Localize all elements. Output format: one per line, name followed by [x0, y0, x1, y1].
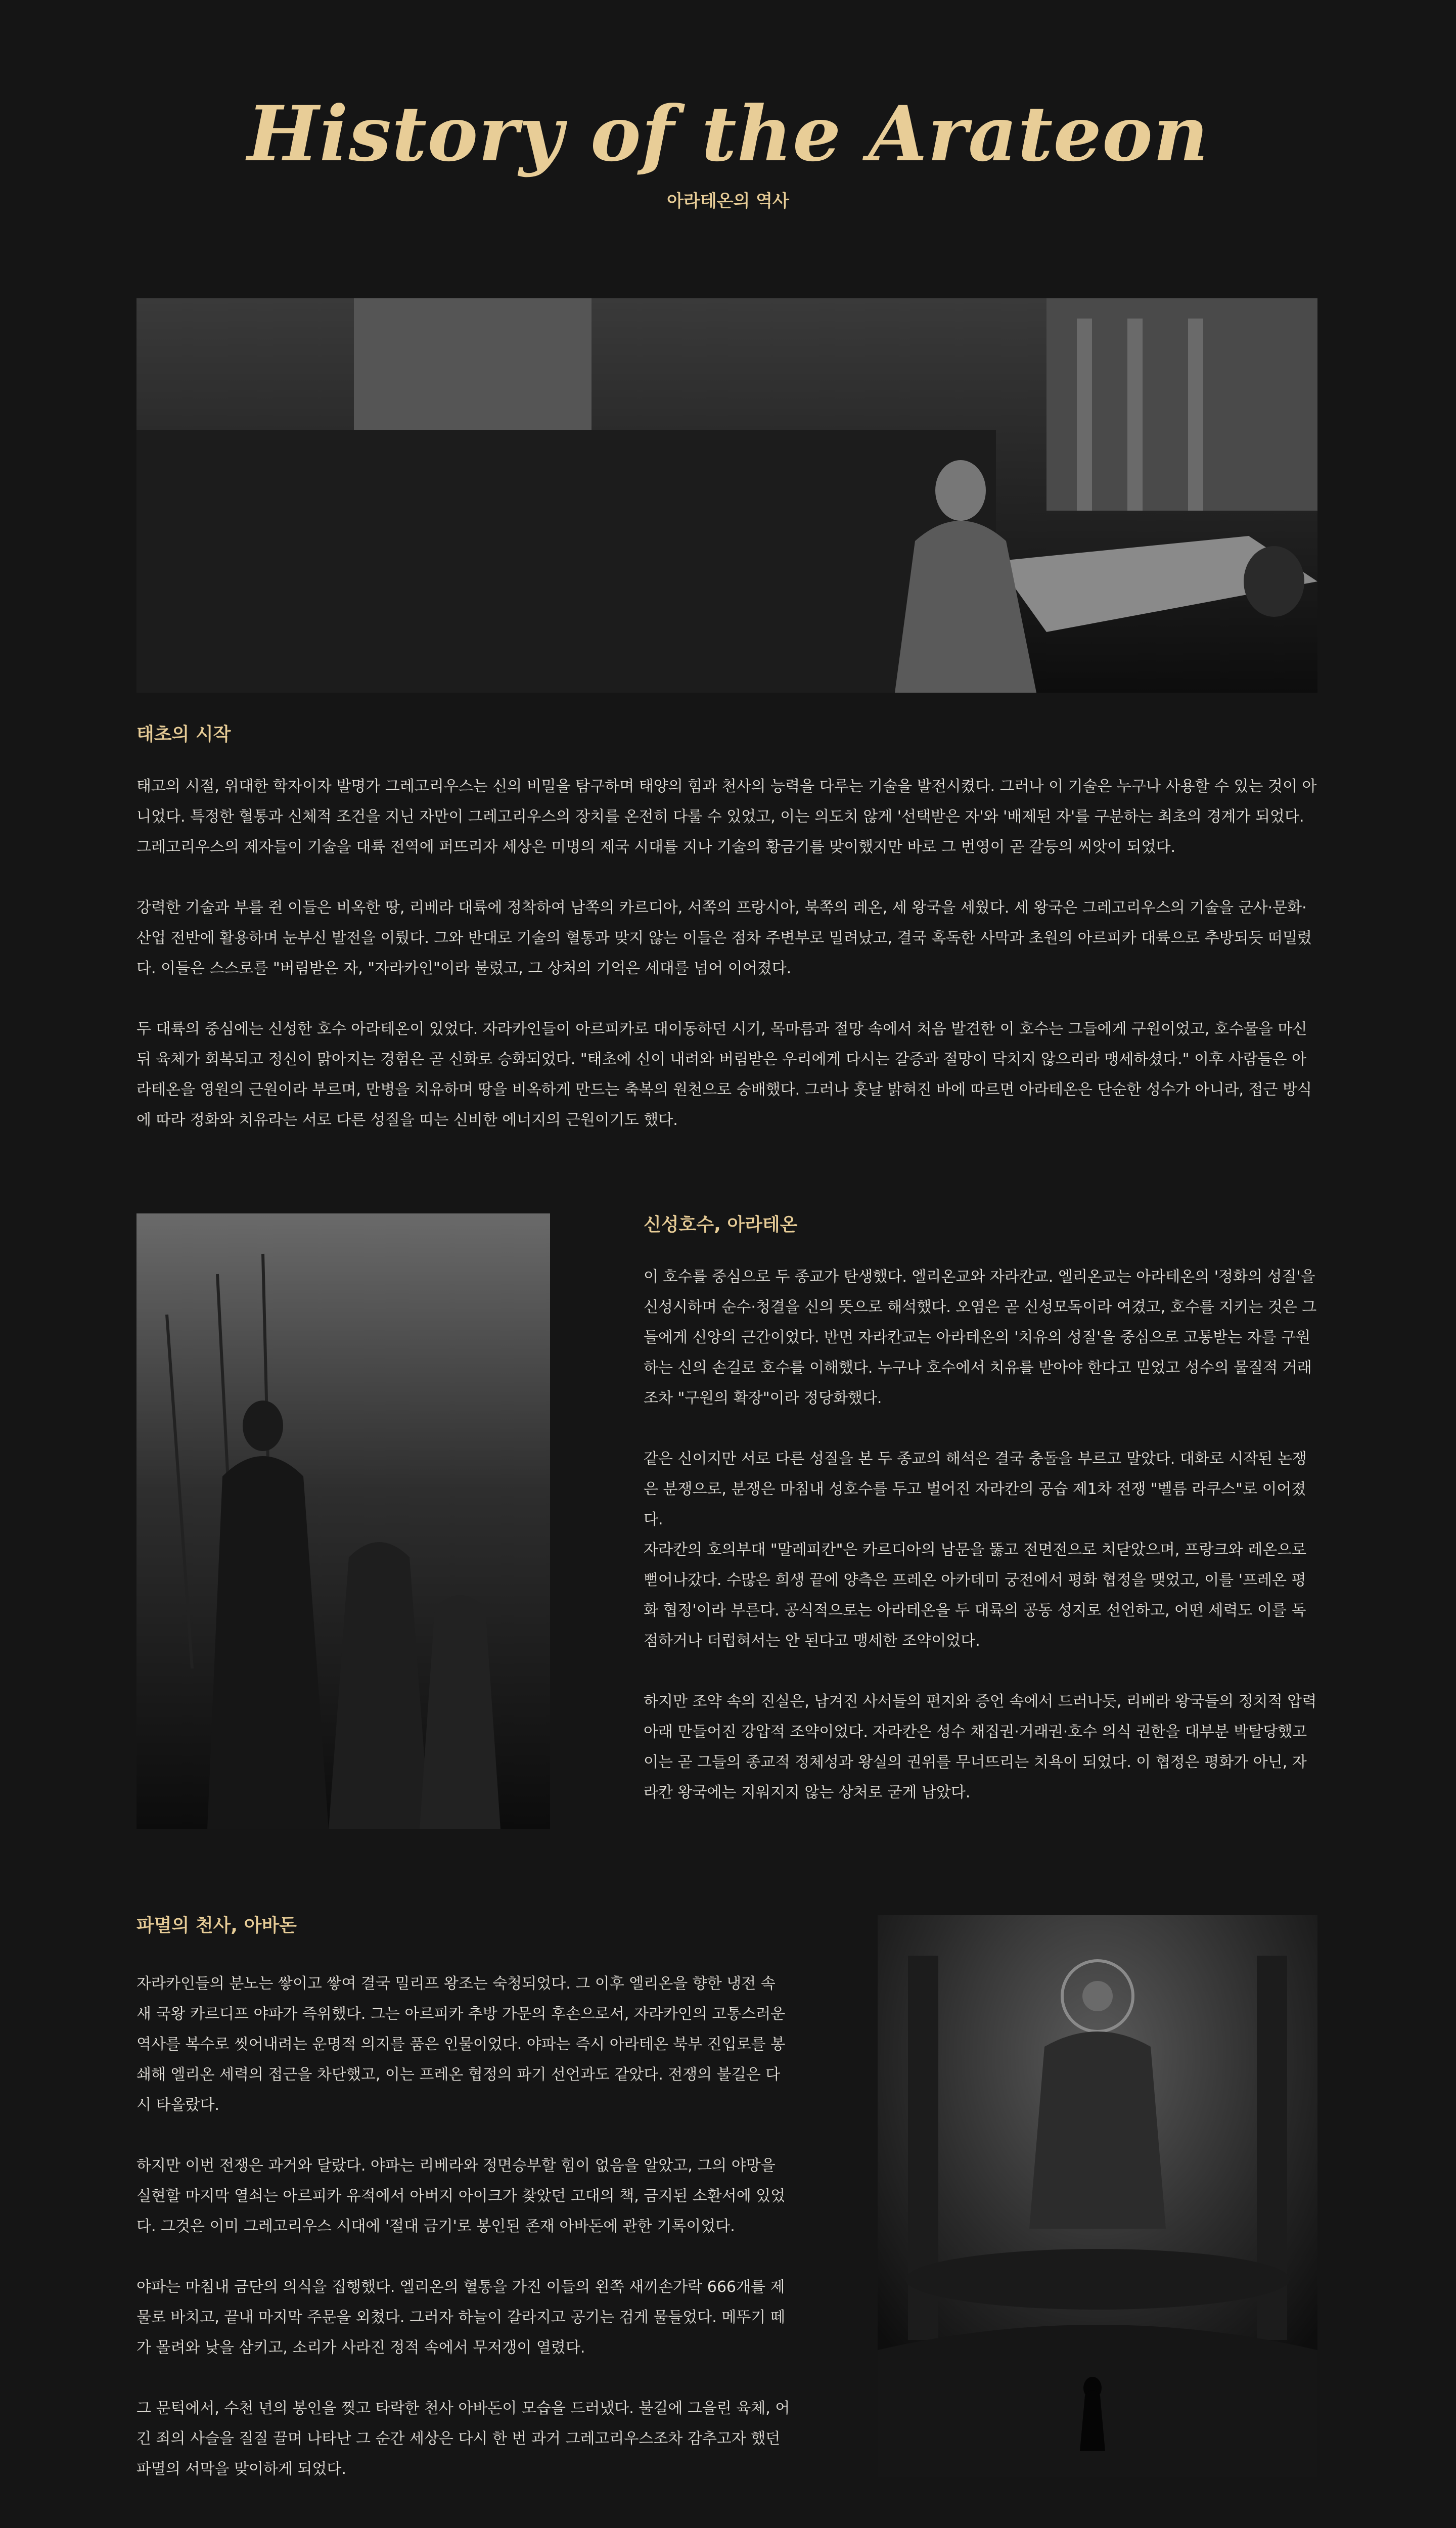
page-subtitle: 아라테온의 역사	[667, 191, 789, 211]
paragraph: 그 문턱에서, 수천 년의 봉인을 찢고 타락한 천사 아바돈이 모습을 드러냈다. 불길에 그을린 육체, 어긴 죄의 사슬을 질질 끌며 나타난 그 순간 세상은 다시 한 번 과거 그레고리우스조차 감추고자 했던 파멸의 서막을 맞이하게 되었다.	[136, 2400, 790, 2478]
abaddon-image	[878, 1915, 1317, 2477]
knights-image	[136, 1213, 550, 1829]
paragraph: 두 대륙의 중심에는 신성한 호수 아라테온이 있었다. 자라카인들이 아르피카로 대이동하던 시기, 목마름과 절망 속에서 처음 발견한 이 호수는 그들에게 구원이었고, 호수물을 마신 뒤 육체가 회복되고 정신이 맑아지는 경험은 곧 신화로 승화되었다. "태초에 신이 내려와 버림받은 우리에게 다시는 갈증과 절망이 닥치지 않으리라 맹세하셨다." 이후 사람들은 아라테온을 영원의 근원이라 부르며, 만병을 치유하며 땅을 비옥하게 만드는 축복의 원천으로 숭배했다. 그러나 훗날 밝혀진 바에 따르면 아라테온은 단순한 성수가 아니라, 접근 방식에 따라 정화와 치유라는 서로 다른 성질을 띠는 신비한 에너지의 근원이기도 했다.	[136, 1020, 1312, 1129]
paragraph: 이 호수를 중심으로 두 종교가 탄생했다. 엘리온교와 자라칸교. 엘리온교는 아라테온의 '정화의 성질'을 신성시하며 순수·청결을 신의 뜻으로 해석했다. 오염은 곧 신성모독이라 여겼고, 호수를 지키는 것은 그들에게 신앙의 근간이었다. 반면 자라칸교는 아라테온의 '치유의 성질'을 중심으로 고통받는 자를 구원하는 신의 손길로 호수를 이해했다. 누구나 호수에서 치유를 받아야 한다고 믿었고 성수의 물질적 거래조차 "구원의 확장"이라 정당화했다.	[644, 1268, 1317, 1407]
paragraph: 같은 신이지만 서로 다른 성질을 본 두 종교의 해석은 결국 충돌을 부르고 말았다. 대화로 시작된 논쟁은 분쟁으로, 분쟁은 마침내 성호수를 두고 벌어진 자라칸의 공습 제1차 전쟁 "벨름 라쿠스"로 이어졌다.	[644, 1450, 1307, 1528]
section-heading: 태초의 시작	[136, 724, 231, 745]
section-heading: 신성호수, 아라테온	[644, 1214, 798, 1235]
paragraph: 강력한 기술과 부를 쥔 이들은 비옥한 땅, 리베라 대륙에 정착하여 남쪽의 카르디아, 서쪽의 프랑시아, 북쪽의 레온, 세 왕국을 세웠다. 세 왕국은 그레고리우스의 기술을 군사·문화·산업 전반에 활용하며 눈부신 발전을 이뤘다. 그와 반대로 기술의 혈통과 맞지 않는 이들은 점차 주변부로 밀려났고, 결국 혹독한 사막과 초원의 아르피카 대륙으로 추방되듯 떠밀렸다. 이들은 스스로를 "버림받은 자, "자라카인"이라 불렀고, 그 상처의 기억은 세대를 넘어 이어졌다.	[136, 899, 1312, 977]
page-title: History of the Arateon	[247, 89, 1209, 178]
section-heading: 파멸의 천사, 아바돈	[136, 1915, 297, 1936]
paragraph: 자라칸의 호의부대 "말레피칸"은 카르디아의 남문을 뚫고 전면전으로 치닫았으며, 프랑크와 레온으로 뻗어나갔다. 수많은 희생 끝에 양측은 프레온 아카데미 궁전에서 평화 협정을 맺었고, 이를 '프레온 평화 협정'이라 부른다. 공식적으로는 아라테온을 두 대륙의 공동 성지로 선언하고, 어떤 세력도 이를 독점하거나 더럽혀서는 안 된다고 맹세한 조약이었다.	[644, 1541, 1307, 1650]
paragraph: 하지만 이번 전쟁은 과거와 달랐다. 야파는 리베라와 정면승부할 힘이 없음을 알았고, 그의 야망을 실현할 마지막 열쇠는 아르피카 유적에서 아버지 아이크가 찾았던 고대의 책, 금지된 소환서에 있었다. 그것은 이미 그레고리우스 시대에 '절대 금기'로 봉인된 존재 아바돈에 관한 기록이었다.	[136, 2157, 786, 2235]
ritual-crowd-illustration	[136, 298, 1317, 693]
paragraph: 야파는 마침내 금단의 의식을 집행했다. 엘리온의 혈통을 가진 이들의 왼쪽 새끼손가락 666개를 제물로 바치고, 끝내 마지막 주문을 외쳤다. 그러자 하늘이 갈라지고 공기는 검게 물들었다. 메뚜기 떼가 몰려와 낮을 삼키고, 소리가 사라진 정적 속에서 무저갱이 열렸다.	[136, 2278, 785, 2357]
paragraph: 태고의 시절, 위대한 학자이자 발명가 그레고리우스는 신의 비밀을 탐구하며 태양의 힘과 천사의 능력을 다루는 기술을 발전시켰다. 그러나 이 기술은 누구나 사용할 수 있는 것이 아니었다. 특정한 혈통과 신체적 조건을 지닌 자만이 그레고리우스의 장치를 온전히 다룰 수 있었고, 이는 의도치 않게 '선택받은 자'와 '배제된 자'를 구분하는 최초의 경계가 되었다. 그레고리우스의 제자들이 기술을 대륙 전역에 퍼뜨리자 세상은 미명의 제국 시대를 지나 기술의 황금기를 맞이했지만 바로 그 번영이 곧 갈등의 씨앗이 되었다.	[136, 778, 1317, 856]
abaddon-throne-illustration	[878, 1915, 1317, 2477]
paragraph: 자라카인들의 분노는 쌓이고 쌓여 결국 밀리프 왕조는 숙청되었다. 그 이후 엘리온을 향한 냉전 속 새 국왕 카르디프 야파가 즉위했다. 그는 아르피카 추방 가문의 후손으로서, 자라카인의 고통스러운 역사를 복수로 씻어내려는 운명적 의지를 품은 인물이었다. 야파는 즉시 아라테온 북부 진입로를 봉쇄해 엘리온 세력의 접근을 차단했고, 이는 프레온 협정의 파기 선언과도 같았다. 전쟁의 불길은 다시 타올랐다.	[136, 1975, 786, 2114]
hero-image	[136, 298, 1317, 693]
armored-knights-illustration	[136, 1213, 550, 1829]
paragraph: 하지만 조약 속의 진실은, 남겨진 사서들의 편지와 증언 속에서 드러나듯, 리베라 왕국들의 정치적 압력 아래 만들어진 강압적 조약이었다. 자라칸은 성수 채집권·거래권·호수 의식 권한을 대부분 박탈당했고 이는 곧 그들의 종교적 정체성과 왕실의 권위를 무너뜨리는 치욕이 되었다. 이 협정은 평화가 아닌, 자라칸 왕국에는 지워지지 않는 상처로 굳게 남았다.	[644, 1693, 1317, 1801]
